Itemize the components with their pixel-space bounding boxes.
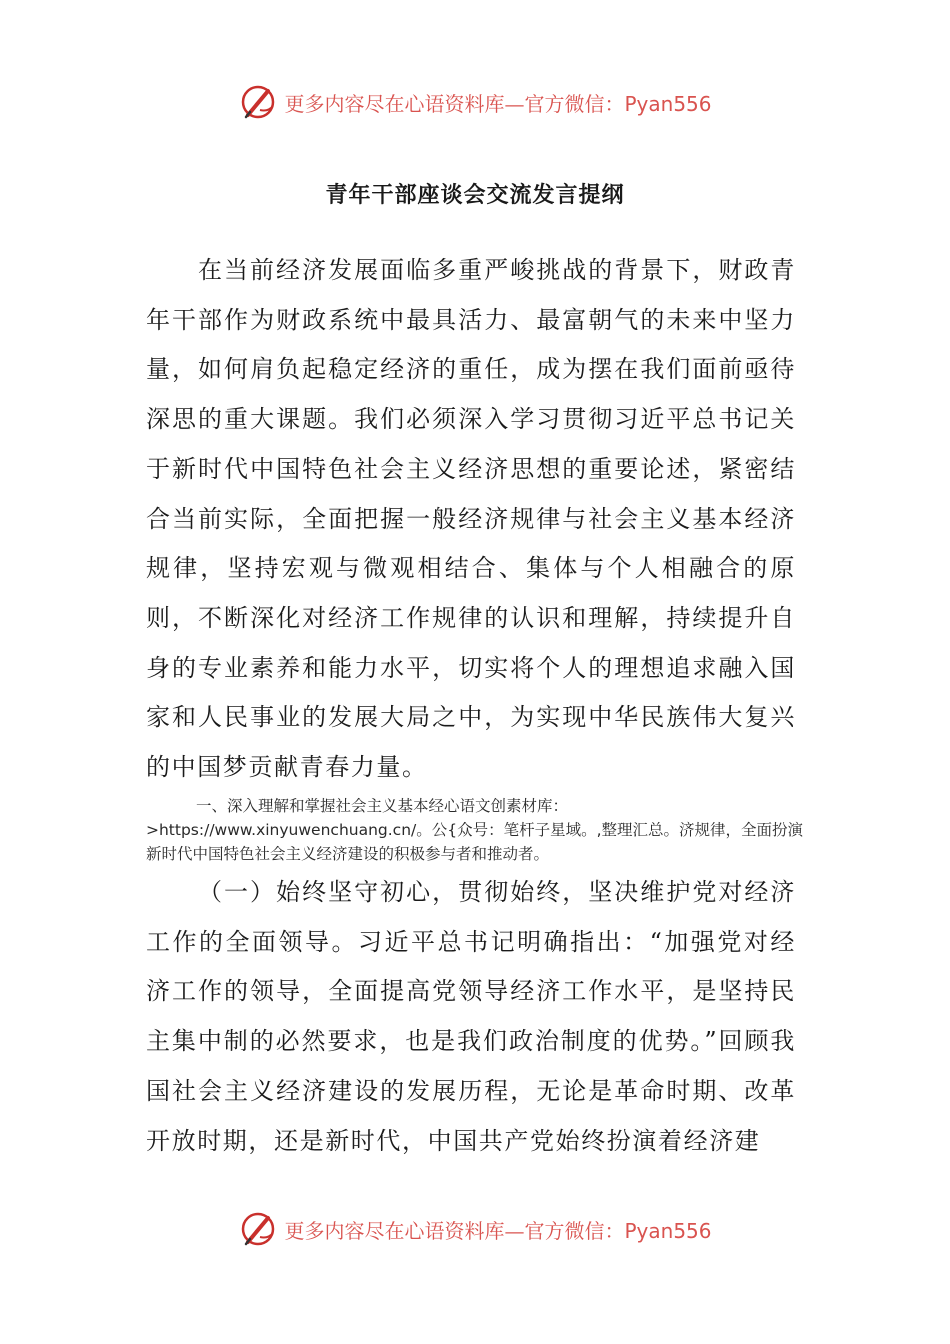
intro-paragraph: 在当前经济发展面临多重严峻挑战的背景下，财政青年干部作为财政系统中最具活力、最富朝气的未来中坚力量，如何肩负起稳定经济的重任，成为摆在我们面前亟待深思的重大课题。我们必须深入学习贯彻习近平总书记关于新时代中国特色社会主义经济思想的重要论述，紧密结合当前实际，全面把握一般经济规律与社会主义基本经济规律，坚持宏观与微观相结合、集体与个人相融合的原则，不断深化对经济工作规律的认识和理解，持续提升自身的专业素养和能力水平，切实将个人的理想追求融入国家和人民事业的发展大局之中，为实现中华民族伟大复兴的中国梦贡献青春力量。 bbox=[146, 256, 796, 782]
pen-logo-icon bbox=[238, 82, 278, 122]
document-title: 青年干部座谈会交流发言提纲 bbox=[325, 183, 625, 208]
watermark-text: 更多内容尽在心语资料库—官方微信：Pyan556 bbox=[284, 1218, 712, 1243]
wechat-id: Pyan556 bbox=[624, 91, 712, 116]
section-heading-note: 一、深入理解和掌握社会主义基本经心语文创素材库：>https://www.xinyuwenchuang.cn/。公{众号：笔杆子星域。,整理汇总。济规律，全面扮演新时代中国特色社会主义经济建设的积极参与者和推动者。 bbox=[146, 797, 804, 863]
wechat-id: Pyan556 bbox=[624, 1218, 712, 1243]
pen-logo-icon bbox=[238, 1209, 278, 1249]
watermark-text: 更多内容尽在心语资料库—官方微信：Pyan556 bbox=[284, 91, 712, 116]
section-1-paragraph: （一）始终坚守初心，贯彻始终，坚决维护党对经济工作的全面领导。习近平总书记明确指出：“加强党对经济工作的领导，全面提高党领导经济工作水平，是坚持民主集中制的必然要求，也是我们政治制度的优势。”回顾我国社会主义经济建设的发展历程，无论是革命时期、改革开放时期，还是新时代，中国共产党始终扮演着经济建 bbox=[146, 878, 796, 1155]
watermark-banner-top bbox=[0, 82, 950, 122]
watermark-banner-bottom bbox=[0, 1209, 950, 1249]
